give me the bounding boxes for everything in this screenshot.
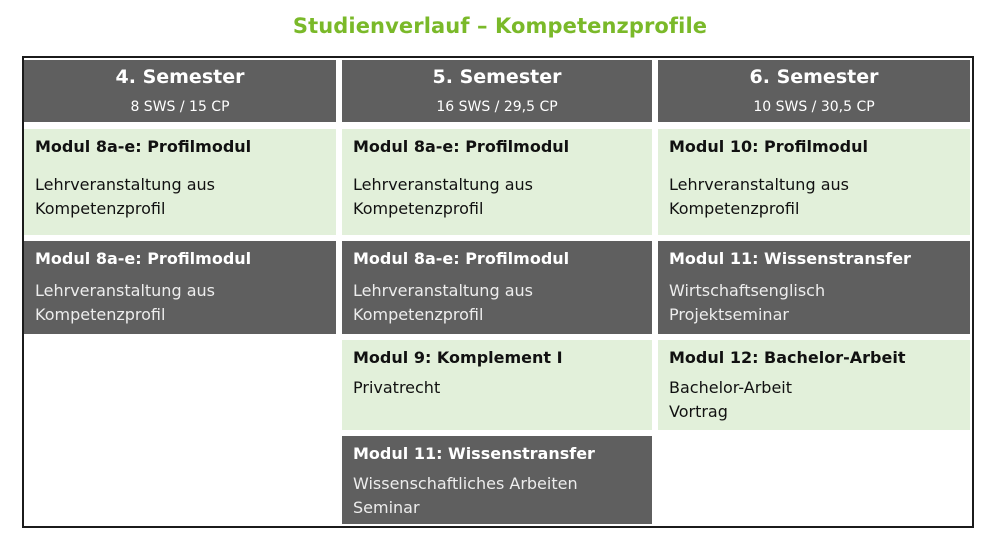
module-title: Modul 8a-e: Profilmodul: [35, 137, 252, 156]
semester-header-5: [342, 60, 652, 122]
module-cell: [342, 129, 652, 235]
module-description: Wissenschaftliches Arbeiten Seminar: [353, 474, 578, 517]
module-cell: [658, 129, 970, 235]
module-description: Lehrveranstaltung aus Kompetenzprofil: [353, 281, 533, 324]
module-title: Modul 8a-e: Profilmodul: [35, 249, 252, 268]
semester-load: 10 SWS / 30,5 CP: [753, 99, 875, 115]
module-title: Modul 8a-e: Profilmodul: [353, 137, 570, 156]
module-description: Wirtschaftsenglisch Projektseminar: [669, 281, 826, 324]
module-title: Modul 9: Komplement I: [353, 348, 563, 367]
module-title: Modul 8a-e: Profilmodul: [353, 249, 570, 268]
semester-load: 16 SWS / 29,5 CP: [436, 99, 558, 115]
module-cell: [24, 241, 336, 334]
semester-header-4: [24, 60, 336, 122]
semester-header-6: [658, 60, 970, 122]
module-description: Privatrecht: [353, 378, 441, 397]
module-cell: [24, 129, 336, 235]
module-title: Modul 10: Profilmodul: [669, 137, 868, 156]
module-title: Modul 11: Wissenstransfer: [353, 444, 595, 463]
module-cell: [342, 241, 652, 334]
module-description: Bachelor-Arbeit Vortrag: [669, 378, 793, 421]
module-title: Modul 11: Wissenstransfer: [669, 249, 911, 268]
module-description: Lehrveranstaltung aus Kompetenzprofil: [35, 281, 215, 324]
module-cell: [342, 340, 652, 430]
module-cell: [658, 241, 970, 334]
module-description: Lehrveranstaltung aus Kompetenzprofil: [353, 175, 533, 218]
semester-load: 8 SWS / 15 CP: [130, 99, 230, 115]
page-title: Studienverlauf – Kompetenzprofile: [292, 14, 708, 38]
module-cell: [658, 340, 970, 430]
module-description: Lehrveranstaltung aus Kompetenzprofil: [669, 175, 849, 218]
semester-name: 5. Semester: [432, 66, 562, 88]
module-cell: [342, 436, 652, 524]
module-description: Lehrveranstaltung aus Kompetenzprofil: [35, 175, 215, 218]
module-title: Modul 12: Bachelor-Arbeit: [669, 348, 906, 367]
semester-name: 4. Semester: [115, 66, 245, 88]
semester-name: 6. Semester: [749, 66, 879, 88]
